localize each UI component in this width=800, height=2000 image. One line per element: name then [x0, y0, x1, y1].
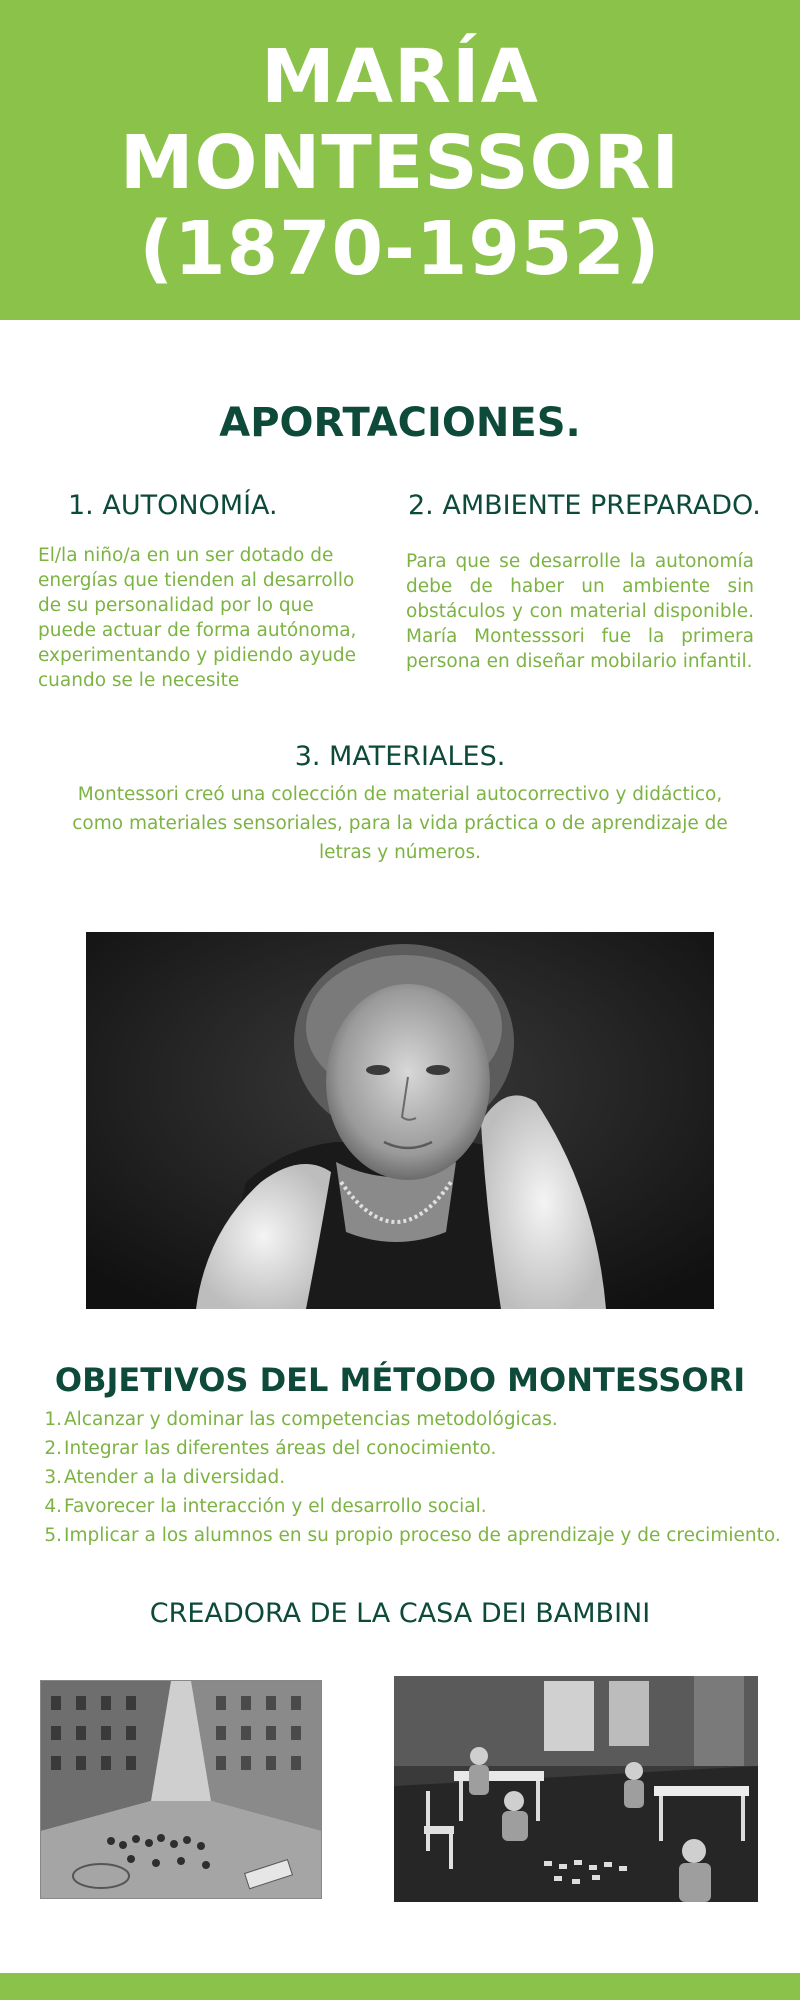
list-item	[40, 1463, 800, 1492]
autonomia-text: El/la niño/a en un ser dotado de energías que tienden al desarrollo de su personalidad por lo que puede actuar de forma autónoma, experimentando y pidiendo ayude cuando se le necesite	[38, 545, 357, 691]
casa-classroom-photo	[394, 1676, 758, 1902]
list-item-text: Atender a la diversidad.	[64, 1467, 286, 1488]
title-banner	[0, 0, 800, 320]
footer-bar	[0, 1973, 800, 2000]
list-item-number: 3.	[44, 1467, 62, 1488]
montessori-portrait-photo	[86, 932, 714, 1309]
casa-heading: CREADORA DE LA CASA DEI BAMBINI	[149, 1598, 651, 1629]
title-line-name: MARÍA	[261, 34, 539, 120]
autonomia-title: 1. AUTONOMÍA.	[68, 490, 278, 521]
list-item-text: Implicar a los alumnos en su propio proceso de aprendizaje y de crecimiento.	[64, 1525, 781, 1546]
ambiente-title: 2. AMBIENTE PREPARADO.	[408, 490, 761, 521]
list-item-text: Favorecer la interacción y el desarrollo social.	[64, 1496, 487, 1517]
list-item-text: Alcanzar y dominar las competencias metodológicas.	[64, 1409, 558, 1430]
materiales-title: 3. MATERIALES.	[294, 741, 506, 772]
list-item-number: 2.	[44, 1438, 62, 1459]
list-item-number: 4.	[44, 1496, 62, 1517]
materiales-text: Montessori creó una colección de material autocorrectivo y didáctico, como materiales sensoriales, para la vida práctica o de aprendizaje de letras y números.	[72, 784, 728, 863]
list-item	[40, 1405, 800, 1434]
list-item	[40, 1521, 800, 1550]
list-item	[40, 1492, 800, 1521]
page-title	[0, 34, 800, 292]
ambiente-text: Para que se desarrolle la autonomía debe de haber un ambiente sin obstáculos y con material disponible. María Montesssori fue la primera persona en diseñar mobilario infantil.	[406, 551, 754, 672]
list-item	[40, 1434, 800, 1463]
objetivos-heading: OBJETIVOS DEL MÉTODO MONTESSORI	[54, 1361, 746, 1399]
aportaciones-heading: APORTACIONES.	[219, 400, 581, 446]
title-line-dates: (1870-1952)	[139, 206, 661, 292]
list-item-number: 5.	[44, 1525, 62, 1546]
list-item-number: 1.	[44, 1409, 62, 1430]
title-line-surname: MONTESSORI	[119, 120, 681, 206]
casa-courtyard-photo	[40, 1680, 322, 1899]
objetivos-list	[40, 1405, 800, 1550]
list-item-text: Integrar las diferentes áreas del conocimiento.	[64, 1438, 497, 1459]
